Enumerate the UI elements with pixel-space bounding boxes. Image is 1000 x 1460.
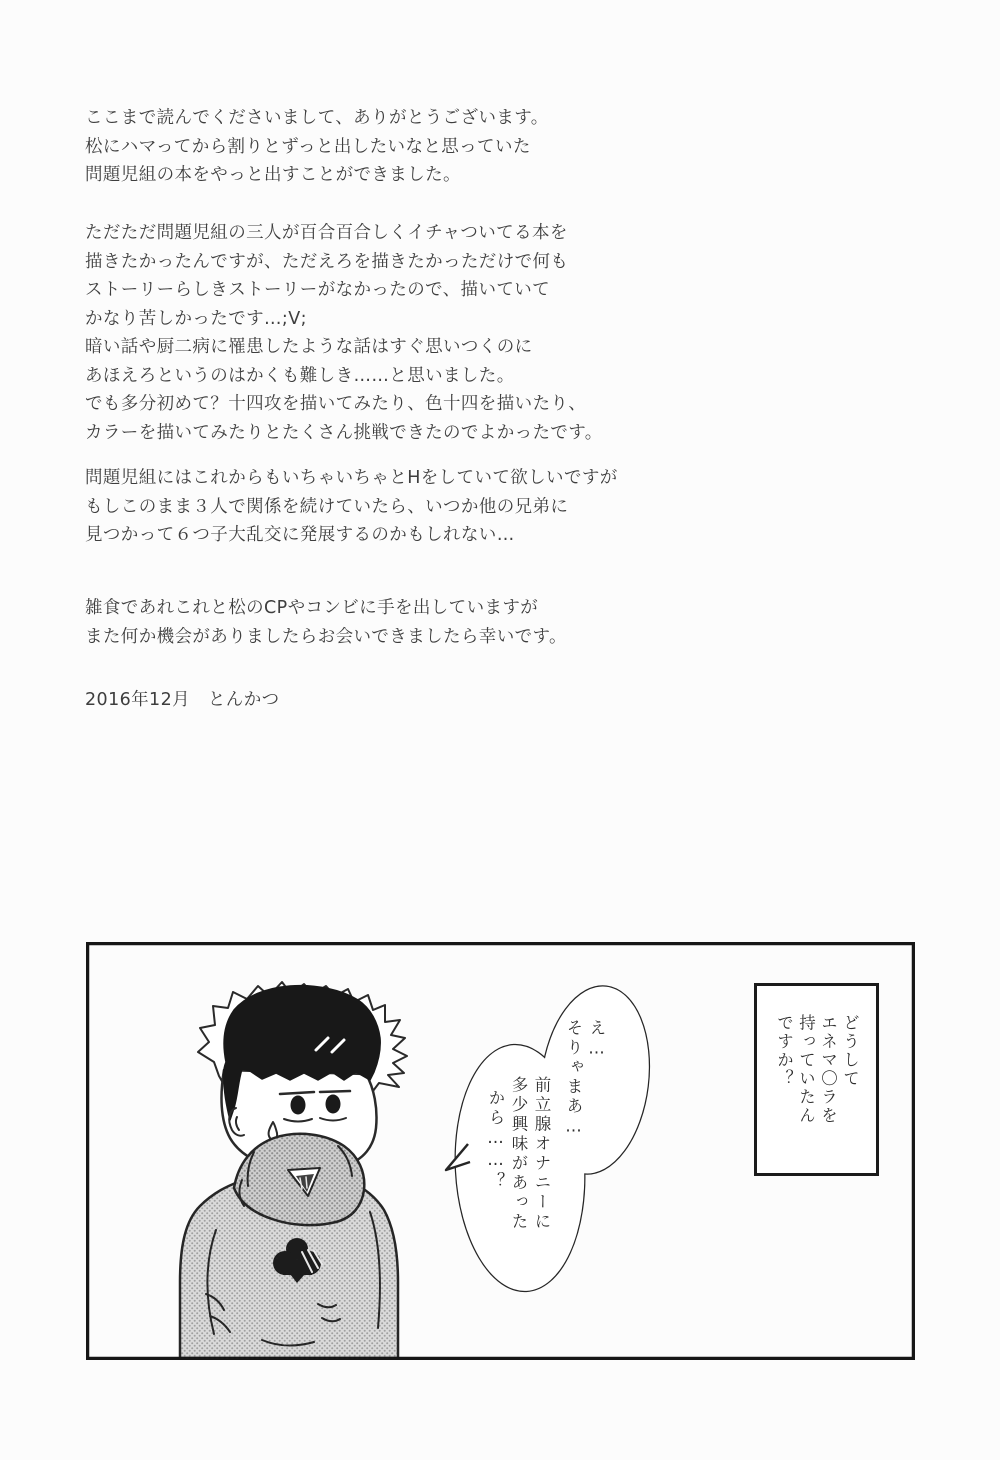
narration-text	[773, 1014, 861, 1173]
afterword-line: 雑食であれこれと松のCPやコンビに手を出していますが	[85, 598, 539, 618]
afterword-line: 松にハマってから割りとずっと出したいなと思っていた	[85, 136, 531, 157]
bubble-line: そりゃまあ…	[564, 1019, 583, 1139]
speech-bubble-bottom-text	[484, 1076, 553, 1296]
afterword-line: カラーを描いてみたりとたくさん挑戦できたのでよかったです。	[85, 422, 603, 443]
narration-line: どうして	[840, 1014, 860, 1088]
bubble-line: 多少興味があった	[509, 1076, 528, 1232]
bubble-line: から……？	[486, 1089, 505, 1192]
afterword-line: 問題児組にはこれからもいちゃいちゃとHをしていて欲しいですが	[85, 468, 618, 488]
afterword-line: また何か機会がありましたらお会いできましたら幸いです。	[85, 626, 567, 647]
narration-line: 持っていたん	[796, 1014, 816, 1125]
bubble-line: え…	[587, 1019, 606, 1061]
afterword-paragraph-4	[85, 594, 567, 651]
afterword-line: ただただ問題児組の三人が百合百合しくイチャついてる本を	[85, 223, 568, 243]
afterword-line: ストーリーらしきストーリーがなかったので、描いていて	[85, 280, 551, 300]
date-credit: 2016年12月 とんかつ	[85, 690, 280, 710]
narration-box	[754, 983, 879, 1176]
afterword-paragraph-1	[85, 104, 549, 190]
bubble-line: 前立腺オナニーに	[532, 1076, 551, 1232]
afterword-line: でも多分初めて？十四攻を描いてみたり、色十四を描いたり、	[85, 394, 587, 414]
afterword-line: 暗い話や厨二病に罹患したような話はすぐ思いつくのに	[85, 337, 533, 357]
afterword-line: 見つかって６つ子大乱交に発展するのかもしれない…	[85, 525, 515, 545]
speech-bubble-top-text	[562, 1019, 608, 1179]
afterword-line: 問題児組の本をやっと出すことができました。	[85, 165, 461, 185]
afterword-line: あほえろというのはかくも難しき……と思いました。	[85, 365, 515, 386]
hoodie-boy-illustration	[180, 982, 407, 1358]
narration-line: ですか？	[774, 1014, 794, 1088]
afterword-line: 描きたかったんですが、ただえろを描きたかっただけで何も	[85, 251, 569, 272]
narration-line: エネマ〇ラを	[818, 1014, 838, 1125]
afterword-line: ここまで読んでくださいまして、ありがとうございます。	[85, 108, 549, 128]
afterword-paragraph-3	[85, 464, 618, 550]
afterword-line: もしこのまま３人で関係を続けていたら、いつか他の兄弟に	[85, 496, 569, 517]
afterword-line: かなり苦しかったです…;V;	[85, 308, 307, 329]
afterword-paragraph-2	[85, 219, 603, 447]
